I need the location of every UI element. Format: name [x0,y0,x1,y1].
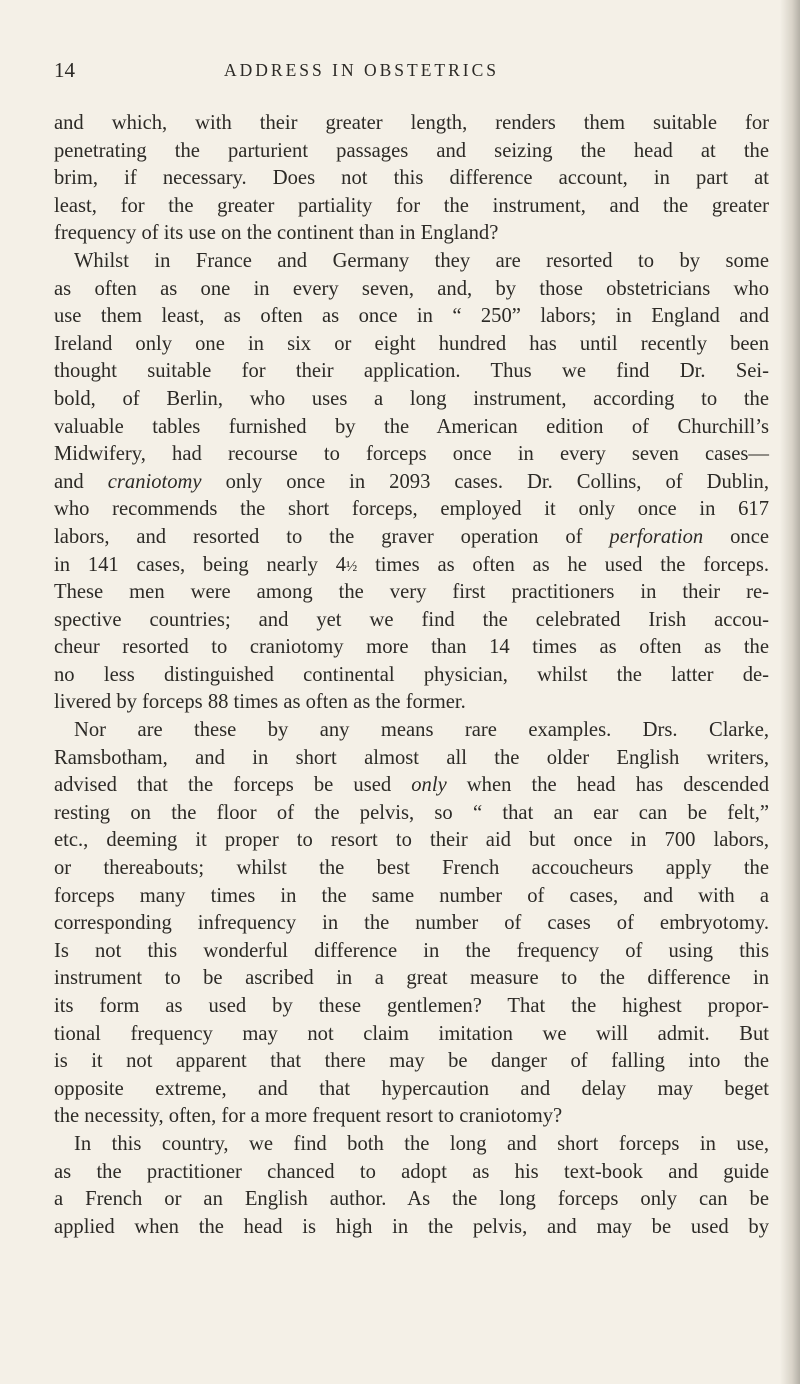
text-line: instrument to be ascribed in a great measure to the difference in [54,967,769,990]
text-line: bold, of Berlin, who uses a long instrument, according to the [54,387,769,410]
text-run: in 141 cases, being nearly 4 [54,553,347,576]
italic-text: perforation [609,525,704,548]
text-line: etc., deeming it proper to resort to their aid but once in 700 labors, [54,829,769,852]
text-line: Whilst in France and Germany they are resorted to by some [74,249,769,272]
text-line: corresponding infrequency in the number of cases of embryotomy. [54,912,769,935]
italic-text: craniotomy [107,470,202,493]
text-line: no less distinguished continental physician, whilst the latter de- [54,663,769,686]
text-line: its form as used by these gentlemen? That the highest propor- [54,995,769,1017]
text-line: and which, with their greater length, renders them suitable for [54,112,769,134]
text-line: valuable tables furnished by the American edition of Churchill’s [54,415,769,438]
text-line: brim, if necessary. Does not this difference account, in part at [54,167,769,190]
text-line: a French or an English author. As the long forceps only can be [54,1188,769,1211]
text-line: In this country, we find both the long and short forceps in use, [74,1132,769,1155]
text-line [54,524,769,552]
text-line: livered by forceps 88 times as often as the former. [54,691,466,714]
text-line [54,552,769,580]
text-line: use them least, as often as once in “ 250” labors; in England and [54,305,769,328]
text-line: spective countries; and yet we find the celebrated Irish accou- [54,608,769,631]
text-line [54,469,769,497]
body-text [54,110,769,1241]
text-line: tional frequency may not claim imitation we will admit. But [54,1022,769,1045]
text-line: Ramsbotham, and in short almost all the older English writers, [54,746,769,769]
text-run: advised that the forceps be used [54,774,412,797]
text-line [54,772,769,800]
running-head: ADDRESS IN OBSTETRICS [224,60,499,80]
fraction: ½ [346,558,358,575]
text-run: labors, and resorted to the graver operation of [54,525,610,548]
text-line: opposite extreme, and that hypercaution and delay may beget [54,1077,769,1100]
italic-text: only [411,774,447,797]
page-number: 14 [54,58,75,82]
text-line: or thereabouts; whilst the best French accoucheurs apply the [54,857,769,880]
text-line: Is not this wonderful difference in the frequency of using this [54,939,769,962]
text-run: when the head has descended [446,774,769,797]
text-line: These men were among the very first practitioners in their re- [54,581,769,604]
text-line: who recommends the short forceps, employed it only once in 617 [54,498,769,521]
text-line: frequency of its use on the continent than in England? [54,222,499,245]
text-line: Nor are these by any means rare examples. Drs. Clarke, [74,719,769,742]
text-line: least, for the greater partiality for the instrument, and the greater [54,194,769,217]
text-line: resting on the floor of the pelvis, so “ that an ear can be felt,” [54,801,769,824]
text-line: cheur resorted to craniotomy more than 14 times as often as the [54,636,769,659]
text-line: penetrating the parturient passages and seizing the head at the [54,139,769,162]
text-line: Midwifery, had recourse to forceps once in every seven cases— [54,443,769,466]
page-header [44,58,756,84]
text-run: times as often as he used the forceps. [357,553,769,576]
text-run: only once in 2093 cases. Dr. Collins, of Dublin, [201,470,769,493]
text-line: is it not apparent that there may be danger of falling into the [54,1050,769,1073]
text-line: thought suitable for their application. Thus we find Dr. Sei- [54,360,769,383]
text-run: once [703,525,769,548]
text-line: the necessity, often, for a more frequent resort to craniotomy? [54,1105,563,1128]
text-line: applied when the head is high in the pelvis, and may be used by [54,1215,769,1238]
text-line: forceps many times in the same number of cases, and with a [54,884,769,907]
text-line: as often as one in every seven, and, by those obstetricians who [54,277,769,300]
text-line: as the practitioner chanced to adopt as his text-book and guide [54,1160,769,1183]
text-line: Ireland only one in six or eight hundred has until recently been [54,332,769,355]
text-run: and [54,470,108,493]
